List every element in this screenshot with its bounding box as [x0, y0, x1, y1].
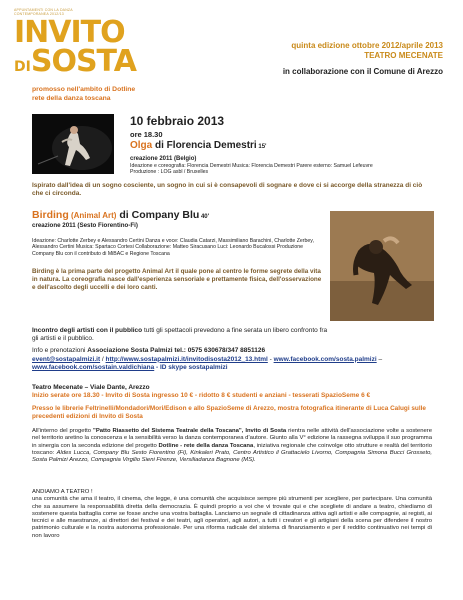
separator: - — [267, 355, 274, 363]
dancer-photo-illustration — [330, 211, 434, 321]
olga-date: 10 febbraio 2013 — [130, 114, 225, 128]
birding-credits: Ideazione: Charlotte Zerbey e Alessandro Certini Danza e voce: Claudia Catarzi, Massimiliano Barachini, Charlotte Zerbey, Alessandro Certini Musica: Spartaco Cortesi Collaborazione: Matteo Siracusano Luci: Leonardo Bucalossi Produzione Company Blu con il contributo di MiBAC e Regione Toscana — [32, 238, 314, 257]
logo-word-di: DI — [14, 59, 31, 75]
header-info — [283, 41, 443, 77]
project-text-1: All'interno del progetto — [32, 428, 94, 434]
email-link[interactable]: event@sostapalmizi.it — [32, 355, 101, 363]
website-link[interactable]: http://www.sostapalmizi.it/invitodisosta2012_13.html — [105, 355, 268, 363]
venue-info — [32, 384, 432, 401]
birding-author: di Company Blu — [116, 209, 200, 221]
project-text-1-bold: "Patto Riassetto del Sistema Teatrale della Toscana", Invito di Sosta — [93, 428, 287, 434]
venue-address: Teatro Mecenate – Viale Dante, Arezzo — [32, 384, 150, 391]
info-prefix: Info e prenotazioni — [32, 347, 88, 354]
project-description — [32, 428, 432, 464]
photo-exhibition: Presso le librerie Feltrinelli/Mondadori/Mori/Edison e allo SpazioSeme di Arezzo, mostra fotografica itinerante di Luca Calugi sulle precedenti edizioni di Invito di Sosta — [32, 405, 426, 421]
birding-description: Birding è la prima parte del progetto Animal Art il quale pone al centro le forme segrete della vita in natura. La coreografia nasce dall'esperienza sensoriale e prettamente fisica, dell'osservazione e dell'ascolto degli uccelli e dei loro canti. — [32, 268, 322, 291]
promo-line-2: rete della danza toscana — [32, 94, 111, 102]
separator: / — [100, 355, 106, 363]
birding-name: Birding — [32, 209, 69, 221]
olga-author: di Florencia Demestri — [152, 140, 257, 151]
logo-word-sosta: SOSTA — [30, 44, 136, 79]
contacts-block — [32, 347, 432, 373]
andiamo-text: una comunità che ama il teatro, il cinema, che legge, è una comunità che acquisisce sempre più strumenti per scegliere, per partecipare. Una comunità che sa assumere la responsabilità diretta della democrazia. È quindi proprio a voi che vi trovate qui e che scegliete di andare a teatro, chiediamo di sostenere questa battaglia come se fosse anche una vostra battaglia. Lanciamo un segnale di cittadinanza attiva agli artisti e alle compagnie, ai registi, ai tecnici e alle maestranze, ai direttori dei festival e dei teatri, agli operatori, agli autori, a tutti i creatori e gli artigiani della scena per difendere il nostro patrimonio culturale e la nostra autonoma professionale. Per una riforma radicale del sistema di finanziamento e per il reddito continuativo nei tempi di non lavoro — [32, 496, 432, 539]
olga-creation: creazione 2011 (Belgio) — [130, 156, 197, 162]
olga-time: ore 18.30 — [130, 130, 163, 139]
edition-text: quinta edizione ottobre 2012/aprile 2013 — [291, 41, 443, 50]
skype-id: - ID skype sostapalmizi — [154, 364, 228, 372]
dancer-photo-illustration — [32, 114, 114, 174]
facebook-link-1[interactable]: www.facebook.com/sosta.palmizi — [273, 355, 377, 363]
promo-text — [32, 86, 135, 103]
logo-tagline-1: APPUNTAMENTI CON LA DANZA — [14, 8, 73, 12]
olga-credits — [130, 163, 440, 176]
project-text-3: , iniziativa regionale che coinvolge otto strutture e realtà del territorio toscano: — [32, 442, 432, 456]
separator: – — [376, 355, 383, 363]
facebook-link-2[interactable]: www.facebook.com/sostain.valdichiana — [32, 364, 155, 372]
project-text-2-bold: Dotline - rete della danza Toscana — [158, 442, 254, 449]
collaboration-text: in collaborazione con il Comune di Arezzo — [282, 67, 443, 76]
olga-title — [130, 140, 267, 153]
birding-title — [32, 209, 209, 223]
project-text-2: rientra nelle attività dell'associazione volte a sostenere nel territorio aretino la conoscenza e la sensibilità verso la danza contemporanea d'autore. Giunto alla V° edizione la rassegna sviluppa il suo programma in sinergia con la seconda edizione del progetto — [32, 428, 433, 449]
birding-performance-photo — [330, 211, 434, 321]
venue-prices: Inizio serate ore 18.30 - Invito di Sosta ingresso 10 € - ridotto 8 € studenti e anziani - tesserati SpazioSeme 6 € — [32, 392, 371, 400]
info-phone: Associazione Sosta Palmizi tel.: 0575 630678/347 8851126 — [87, 347, 266, 354]
olga-credits-line-1: Ideazione e coreografia: Florencia Demestri Musica: Florencia Demestri Parere esterno: Samuel Lefeuvre — [130, 163, 373, 169]
artists-meeting — [32, 327, 332, 344]
invito-di-sosta-logo — [14, 8, 164, 86]
logo-word-invito: INVITO — [14, 15, 125, 50]
meeting-text: tutti gli spettacoli prevedono a fine serata un libero confronto fra gli artisti e il pubblico. — [32, 327, 328, 343]
venue-heading: TEATRO MECENATE — [364, 51, 443, 60]
meeting-heading: Incontro degli artisti con il pubblico — [32, 327, 143, 334]
olga-duration: 15' — [256, 144, 267, 150]
birding-creation: creazione 2011 (Sesto Fiorentino-Fi) — [32, 222, 138, 229]
olga-name: Olga — [130, 140, 153, 151]
olga-credits-line-2: Produzione : LOG asbl / Bruxelles — [130, 169, 209, 176]
logo-tagline-2: CONTEMPORANEA 2012/13 — [14, 12, 64, 16]
olga-description: Ispirato dall'idea di un sogno cosciente, un sogno in cui si è consapevoli di sognare e dove ci si accorge della stranezza di ciò che ci circonda. — [32, 182, 423, 198]
andiamo-a-teatro — [32, 489, 432, 540]
birding-subtitle: (Animal Art) — [68, 211, 117, 220]
project-partners: Aldes Lucca, Company Blu Sesto Fiorentino (Fi), Kinkaleri Prato, Centro Artistico il Grattacielo Livorno, Compagnia Simona Bucci Grosseto, Sosta Palmizi Arezzo, Compagnia Virgilio Sieni Firenze, Versiliadanza Bagnone (MS). — [32, 449, 432, 464]
andiamo-heading: ANDIAMO A TEATRO ! — [32, 489, 93, 495]
olga-performance-photo — [32, 114, 114, 174]
birding-duration: 40' — [199, 214, 210, 220]
promo-line-1: promosso nell'ambito di Dotline — [32, 86, 136, 93]
